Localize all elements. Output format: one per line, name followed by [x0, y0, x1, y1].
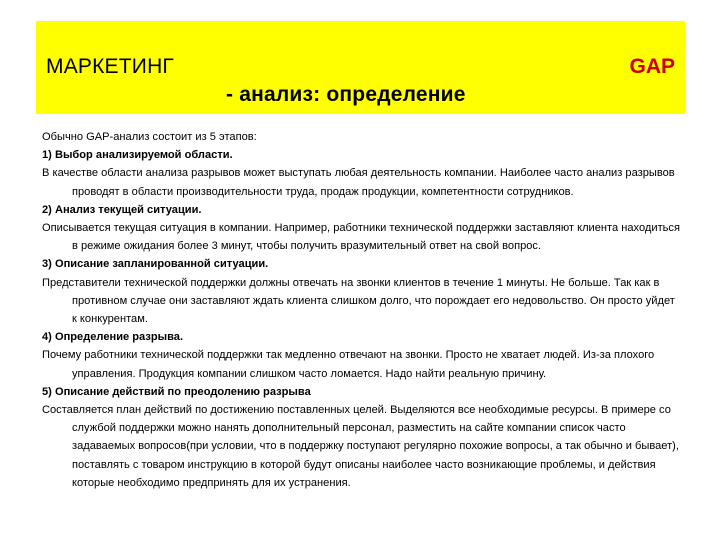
step-5-heading: 5) Описание действий по преодолению разрыва: [42, 385, 311, 398]
intro-text: Обычно GAP-анализ состоит из 5 этапов:: [42, 131, 257, 143]
step-2-text: Описывается текущая ситуация в компании. Например, работники технической поддержки заставляют клиента находиться в режиме ожидания более 3 минут, чтобы получить вразумительный ответ на свой вопрос.: [42, 222, 680, 253]
step-4-heading: 4) Определение разрыва.: [42, 331, 184, 344]
body-text: [42, 128, 682, 492]
step-4-text: Почему работники технической поддержки так медленно отвечают на звонки. Просто не хватает людей. Из-за плохого управления. Продукция компании слишком часто ломается. Надо найти реальную причину.: [42, 349, 655, 380]
title-marketing: МАРКЕТИНГ: [46, 55, 175, 78]
subtitle-analysis-definition: - анализ: определение: [226, 83, 466, 106]
title-banner: [36, 21, 685, 114]
step-1-heading: 1) Выбор анализируемой области.: [42, 149, 233, 162]
step-2-heading: 2) Анализ текущей ситуации.: [42, 203, 202, 216]
step-3-heading: 3) Описание запланированной ситуации.: [42, 258, 269, 271]
title-gap: GAP: [629, 55, 675, 78]
step-5-text: Составляется план действий по достижению поставленных целей. Выделяются все необходимые ресурсы. В примере со службой поддержки можно нанять дополнительный персонал, разместить на сайте компании список часто задаваемых вопросов(при условии, что в поддержку поступают регулярно похожие вопросы, а так обычно и бывает), поставлять с товаром инструкцию в которой будут описаны наиболее часто возникающие проблемы, и действия которые необходимо предпринять для их устранения.: [42, 404, 679, 489]
step-1-text: В качестве области анализа разрывов может выступать любая деятельность компании. Наиболее часто анализ разрывов проводят в области производительности труда, продаж продукции, компетентности сотрудников.: [42, 167, 675, 198]
step-3-text: Представители технической поддержки должны отвечать на звонки клиентов в течение 1 минуты. Не больше. Так как в противном случае они заставляют ждать клиента слишком долго, что порождает его недовольство. Он просто уйдет к конкурентам.: [42, 276, 675, 326]
